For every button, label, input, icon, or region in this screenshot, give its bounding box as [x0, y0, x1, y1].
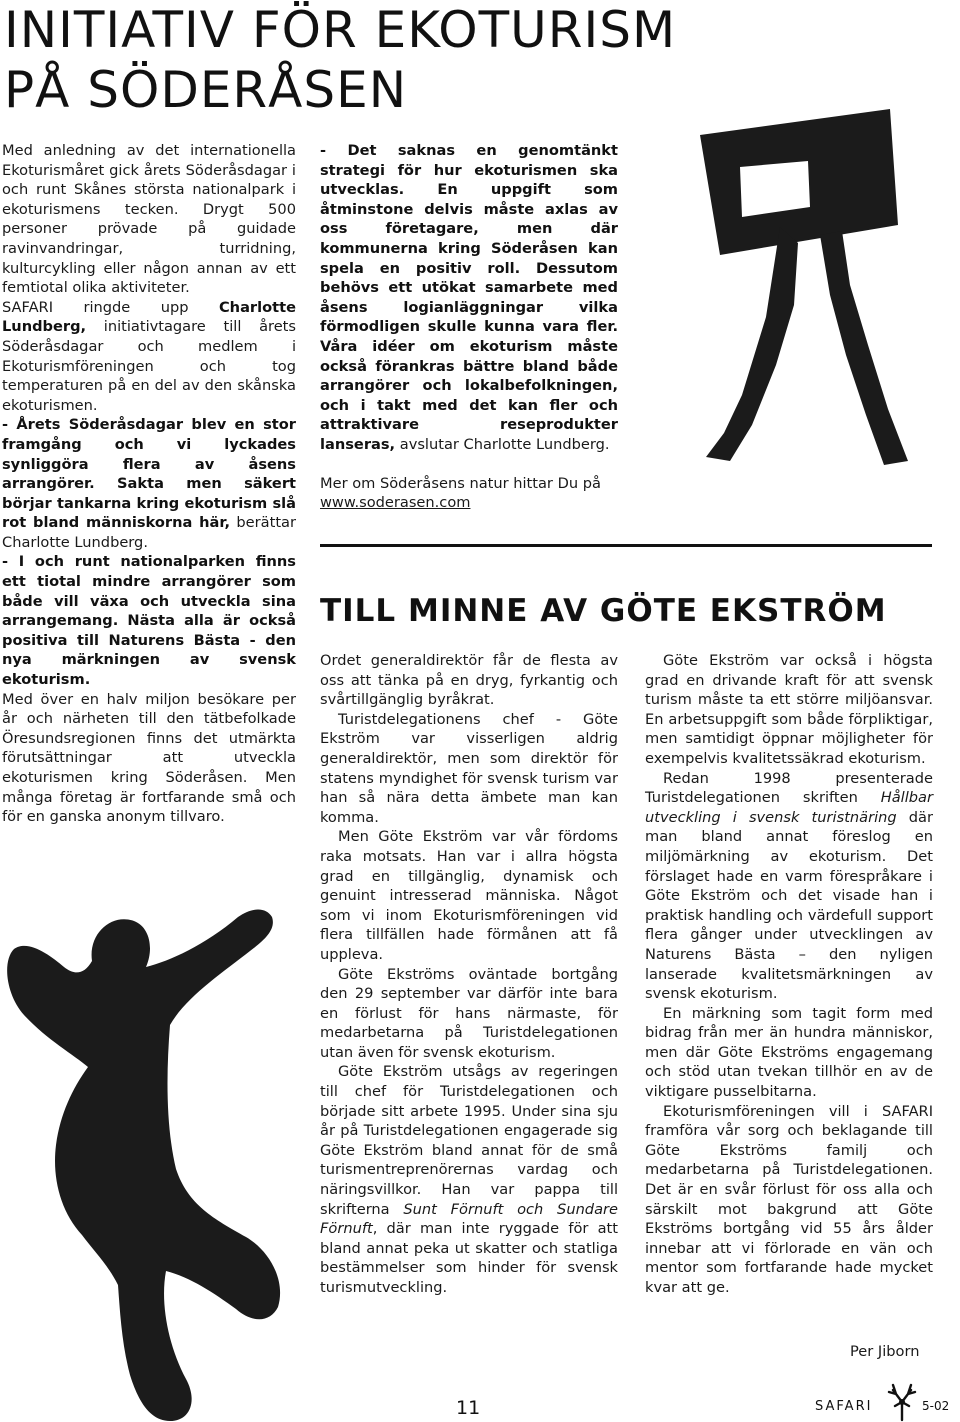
article2-left-column — [320, 651, 618, 1298]
quote-2: - I och runt nationalparken finns ett tiotal mindre arrangörer som både vill växa och utveckla sina arrangemang. Nästa alla är också positiva till Naturens Bästa - den nya märkningen av svensk ekoturism. — [2, 553, 296, 689]
page-number: 11 — [456, 1397, 481, 1419]
memorial-p4: Göte Ekströms oväntade bortgång den 29 september var därför inte bara en förlust för hans närmaste, för medarbetarna på Turistdelegationen utan även för svensk ekoturism. — [320, 965, 618, 1061]
carving-head-shape — [700, 109, 898, 255]
issue-number: 5-02 — [922, 1399, 950, 1413]
memorial-p2: Turistdelegationens chef - Göte Ekström var visserligen aldrig generaldirektör, men som direktör för statens myndighet för svensk turism var han så nära detta ämbete man kan komma. — [320, 710, 618, 826]
memorial-p9: Ekoturismföreningen vill i SAFARI framföra vår sorg och beklagande till Göte Ekströms familj och medarbetarna på Turistdelegationen. Det är en svår förlust för oss alla och särskilt mot bakgrund att Göte Ekströms bortgång vid 55 års ålder innebar att vi förlorade en vän och mentor som fortfarande hade mycket kvar att ge. — [645, 1102, 933, 1296]
soderasen-link[interactable]: www.soderasen.com — [320, 494, 471, 512]
title-line-1: INITIATIV FÖR EKOTURISM — [4, 1, 677, 59]
article2-right-column — [645, 651, 933, 1298]
context-paragraph: Med över en halv miljon besökare per år och närheten till den tätbefolkade Öresundsregionen finns det utmärkta förutsättningar att utveckla ekoturismen kring Söderåsen. Men många företag är fortfarande små och för en ganska anonym tillvaro. — [2, 690, 296, 826]
publication-title-2: Hållbar utveckling i svensk turistnäring — [645, 789, 933, 826]
carving-human-illustration — [0, 905, 300, 1422]
article-title — [4, 0, 764, 120]
interviewee-name: Charlotte Lundberg, — [2, 298, 296, 336]
carving-legs-shape — [706, 227, 908, 465]
signature: Per Jiborn — [850, 1343, 920, 1360]
memorial-p7: Redan 1998 presenterade Turistdelegationen skriften Hållbar utveckling i svensk turistnäring där man bland annat föreslog en miljömärkning av ekoturism. Det förslaget hade en varm förespråkare i Göte Ekström och det visade han i praktisk handling och värdefull support flera gånger under utvecklingen av Naturens Bästa – den nyligen lanserade kvalitetsmärkningen av svensk ekoturism. — [645, 769, 933, 1003]
title-line-2: PÅ SÖDERÅSEN — [4, 61, 408, 119]
interview-intro: SAFARI ringde upp Charlotte Lundberg, initiativtagare till årets Söderåsdagar och medlem i Ekoturismföreningen och tog temperaturen på en del av den skånska ekoturismen. — [2, 298, 296, 414]
carving-human-shape — [7, 910, 280, 1422]
intro-paragraph: Med anledning av det internationella Ekoturismåret gick årets Söderåsdagar i och runt Skånes största nationalpark i ekoturismens tecken. Drygt 500 personer prövade på guidade ravinvandringar, turridning, kulturcykling eller någon annan av ett femtiotal olika aktiviteter. — [2, 142, 296, 297]
article1-right-column — [320, 141, 618, 513]
safari-logo-icon — [885, 1382, 919, 1422]
magazine-name: SAFARI — [815, 1399, 873, 1414]
carving-figure-illustration — [680, 95, 950, 475]
memorial-p6: Göte Ekström var också i högsta grad en drivande kraft för att svensk turism måste ta ett större miljöansvar. En arbetsuppgift som både förpliktigar, men samtidigt öppnar möjligheter för exempelvis kvalitetssäkrad ekoturism. — [645, 652, 933, 767]
publication-title-1: Sunt Förnuft och Sundare Förnuft — [320, 1200, 618, 1238]
more-info: Mer om Söderåsens natur hittar Du på www.soderasen.com — [320, 474, 601, 512]
memorial-p8: En märkning som tagit form med bidrag från mer än hundra människor, men där Göte Ekströms engagemang och stöd utan tvekan tillhör en av de viktigare pusselbitarna. — [645, 1004, 933, 1101]
article-divider — [320, 544, 932, 547]
quote-1: - Årets Söderåsdagar blev en stor framgång och vi lyckades synliggöra flera av åsens arrangörer. Sakta men säkert börjar tankarna kring ekoturism slå rot bland människorna här, berättar Charlotte Lundberg. — [2, 416, 296, 551]
memorial-p3: Men Göte Ekström var vår fördoms raka motsats. Han var i allra högsta grad en tillgänglig, dynamisk och genuint intresserad människa. Något som vi inom Ekoturismföreningen vid flera tillfällen hade förmånen att få uppleva. — [320, 828, 618, 963]
memorial-title: TILL MINNE AV GÖTE EKSTRÖM — [320, 593, 887, 629]
memorial-p5: Göte Ekström utsågs av regeringen till chef för Turistdelegationen och började sitt arbete 1995. Under sina sju år på Turistdelegationen engagerade sig Göte Ekström bland annat för de små turismentreprenörernas vardag och näringsvillkor. Han var pappa till skrifterna Sunt Förnuft och Sundare Förnuft, där man inte ryggade för att bland annat peka ut skatter och statliga bestämmelser som hinder för svensk turismutveckling. — [320, 1063, 618, 1296]
memorial-p1: Ordet generaldirektör får de flesta av oss att tänka på en dryg, fyrkantig och svårtillgänglig byråkrat. — [320, 652, 618, 709]
article1-left-column — [2, 141, 296, 827]
quote-3: - Det saknas en genomtänkt strategi för hur ekoturismen ska utvecklas. En uppgift som åtminstone delvis måste axlas av oss företagare, men där kommunerna kring Söderåsen kan spela en positiv roll. Dessutom behövs ett utökat samarbete med åsens logianläggningar vilka förmodligen skulle kunna vara fler. Våra idéer om ekoturism måste också förankras bättre bland både arrangörer och lokalbefolkningen, och i takt med det kan fler och attraktivare reseprodukter lanseras, avslutar Charlotte Lundberg. — [320, 142, 618, 453]
